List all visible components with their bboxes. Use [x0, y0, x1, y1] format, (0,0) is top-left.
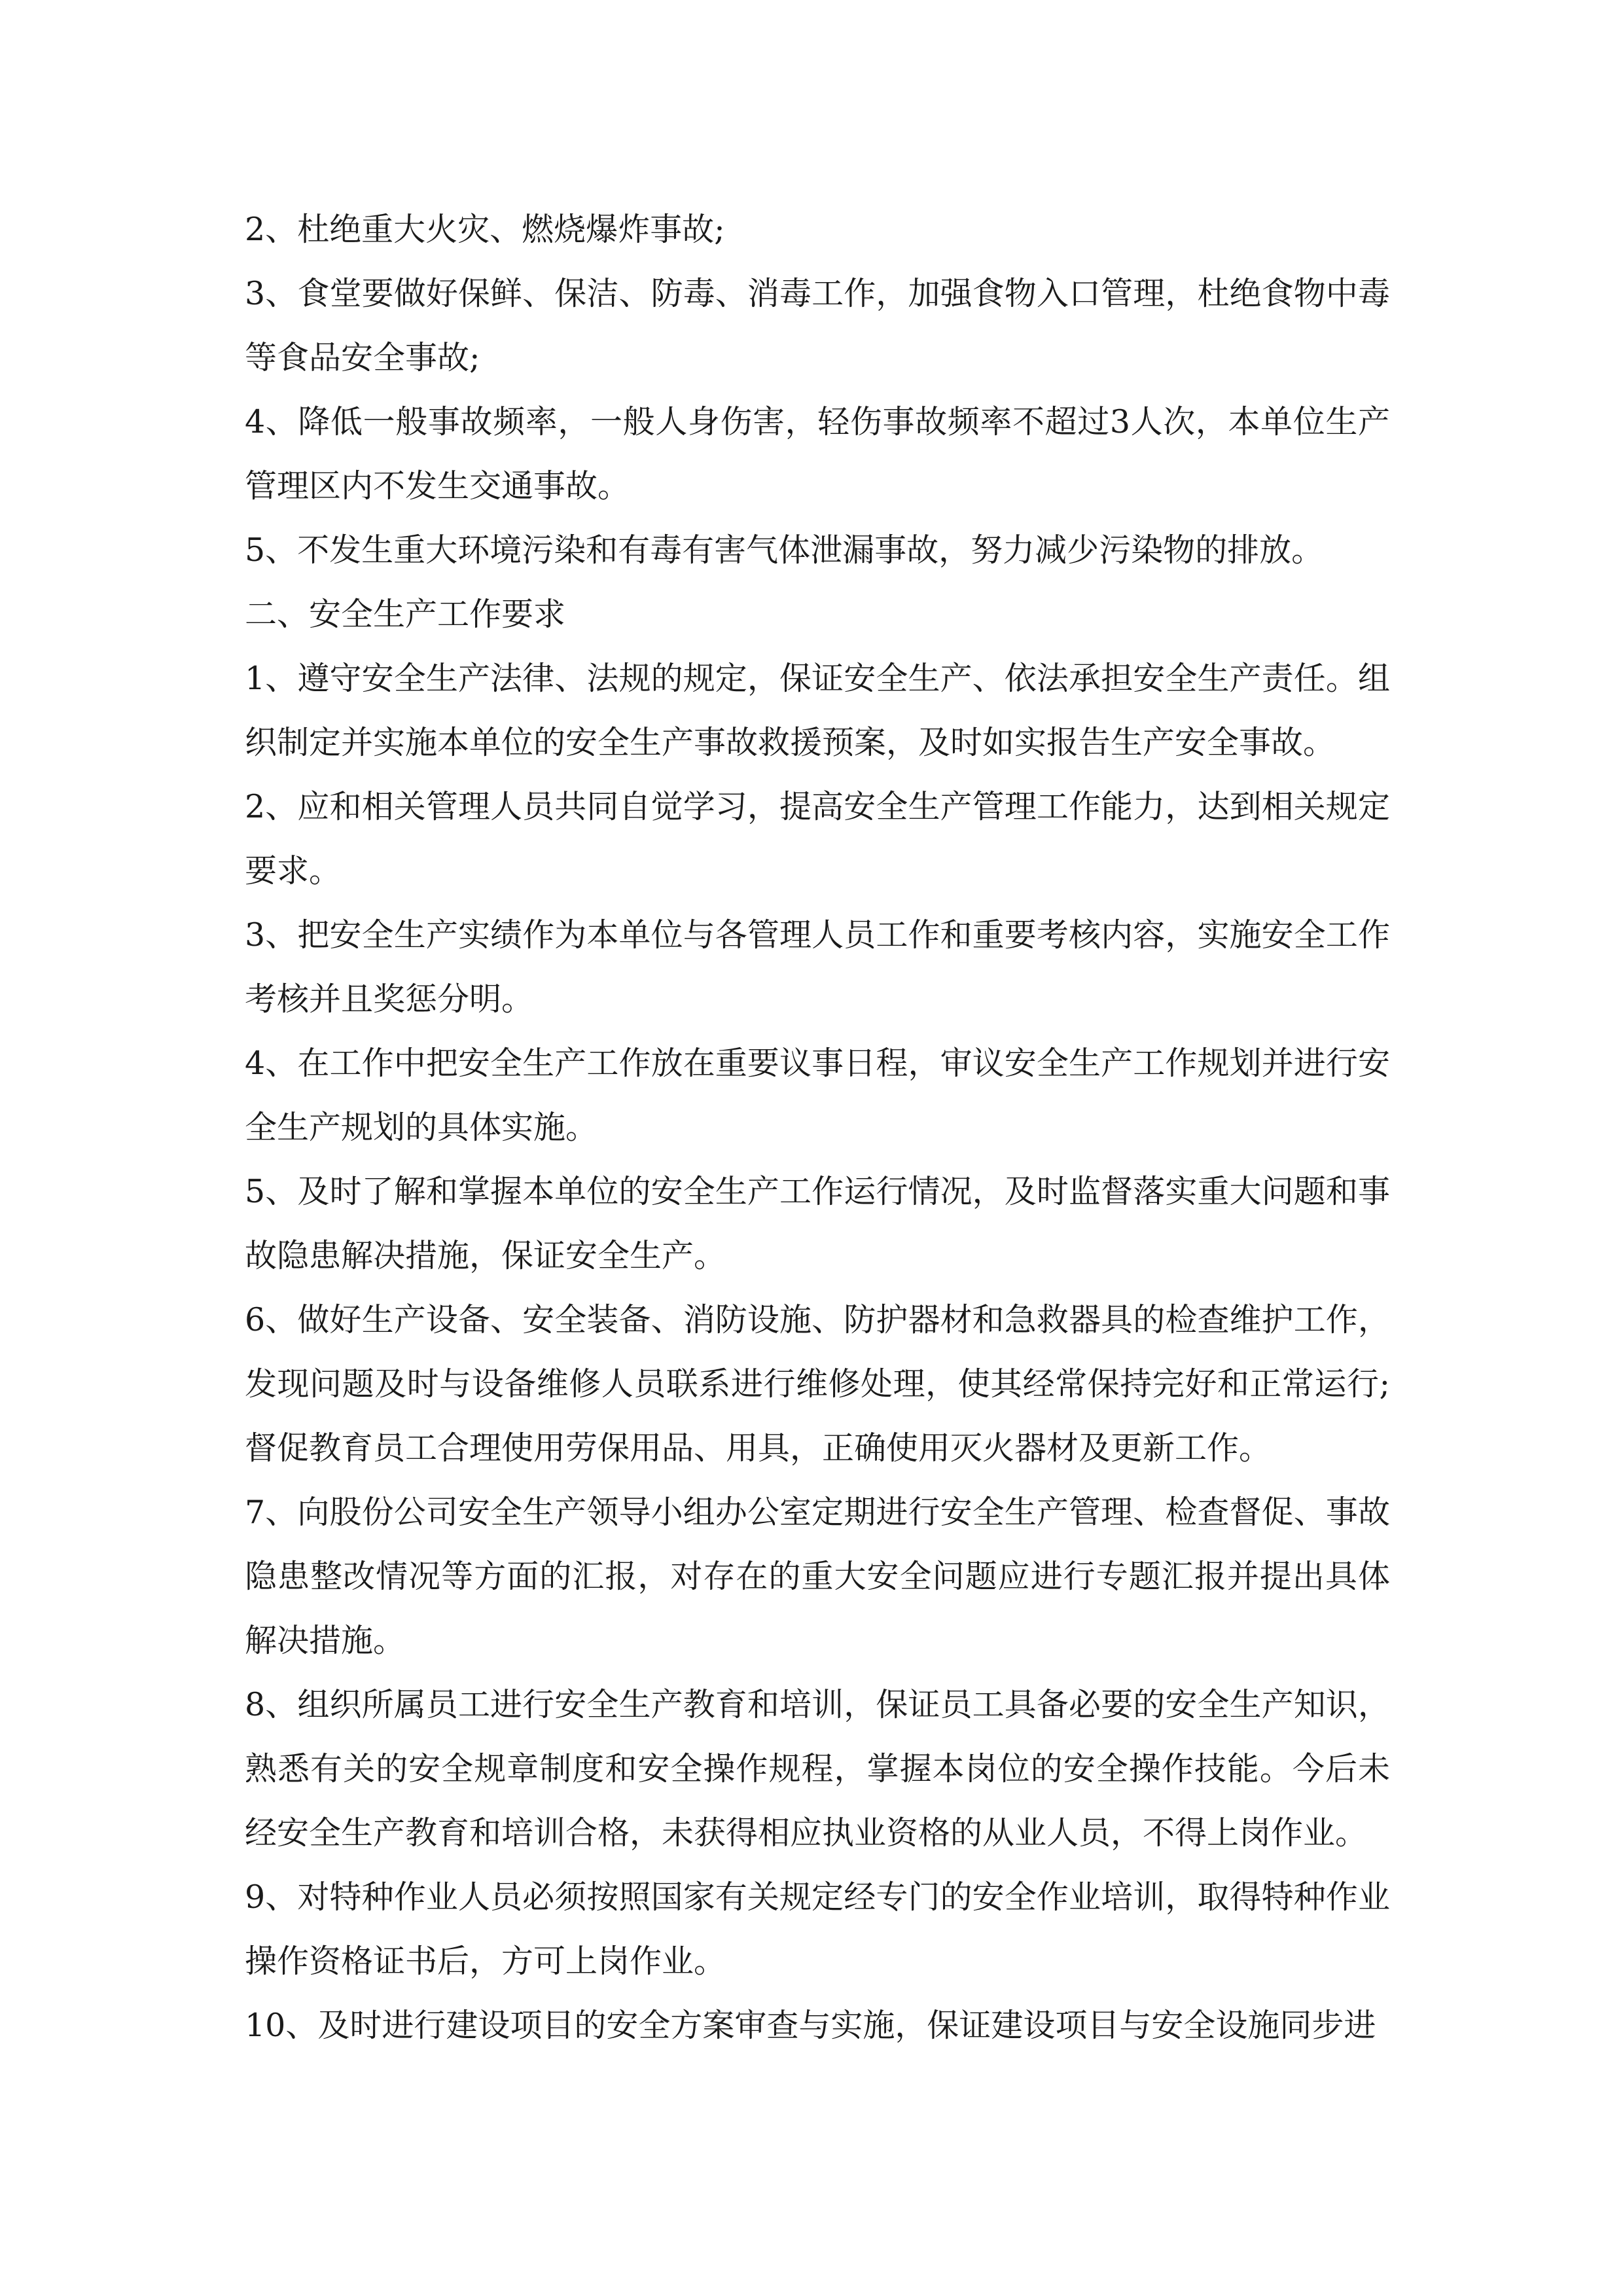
requirement-item-9: 9、对特种作业人员必须按照国家有关规定经专门的安全作业培训，取得特种作业操作资格证书后，方可上岗作业。 — [245, 1878, 1390, 1980]
requirement-item-2: 2、应和相关管理人员共同自觉学习，提高安全生产管理工作能力，达到相关规定要求。 — [245, 788, 1390, 889]
requirement-item-7: 7、向股份公司安全生产领导小组办公室定期进行安全生产管理、检查督促、事故隐患整改情况等方面的汇报，对存在的重大安全问题应进行专题汇报并提出具体解决措施。 — [245, 1494, 1390, 1659]
requirement-item-6: 6、做好生产设备、安全装备、消防设施、防护器材和急救器具的检查维护工作，发现问题及时与设备维修人员联系进行维修处理，使其经常保持完好和正常运行;督促教育员工合理使用劳保用品、用具，正确使用灭火器材及更新工作。 — [245, 1301, 1390, 1467]
paragraph-item-4: 4、降低一般事故频率，一般人身伤害，轻伤事故频率不超过3人次，本单位生产管理区内不发生交通事故。 — [245, 403, 1390, 505]
paragraph-item-5: 5、不发生重大环境污染和有毒有害气体泄漏事故，努力减少污染物的排放。 — [245, 531, 1324, 569]
requirement-item-5: 5、及时了解和掌握本单位的安全生产工作运行情况，及时监督落实重大问题和事故隐患解决措施，保证安全生产。 — [245, 1173, 1390, 1274]
requirement-item-1: 1、遵守安全生产法律、法规的规定，保证安全生产、依法承担安全生产责任。组织制定并实施本单位的安全生产事故救援预案，及时如实报告生产安全事故。 — [245, 660, 1390, 761]
requirement-item-8: 8、组织所属员工进行安全生产教育和培训，保证员工具备必要的安全生产知识，熟悉有关的安全规章制度和安全操作规程，掌握本岗位的安全操作技能。今后未经安全生产教育和培训合格，未获得相应执业资格的从业人员，不得上岗作业。 — [245, 1686, 1390, 1852]
paragraph-item-2: 2、杜绝重大火灾、燃烧爆炸事故; — [245, 211, 725, 248]
paragraph-item-3: 3、食堂要做好保鲜、保洁、防毒、消毒工作，加强食物入口管理，杜绝食物中毒等食品安全事故; — [245, 275, 1390, 376]
document-body — [245, 198, 1390, 2058]
requirement-item-4: 4、在工作中把安全生产工作放在重要议事日程，审议安全生产工作规划并进行安全生产规划的具体实施。 — [245, 1045, 1390, 1146]
requirement-item-3: 3、把安全生产实绩作为本单位与各管理人员工作和重要考核内容，实施安全工作考核并且奖惩分明。 — [245, 916, 1390, 1018]
requirement-item-10: 10、及时进行建设项目的安全方案审查与实施，保证建设项目与安全设施同步进 — [245, 2007, 1376, 2044]
section-heading-requirements: 二、安全生产工作要求 — [245, 596, 566, 633]
